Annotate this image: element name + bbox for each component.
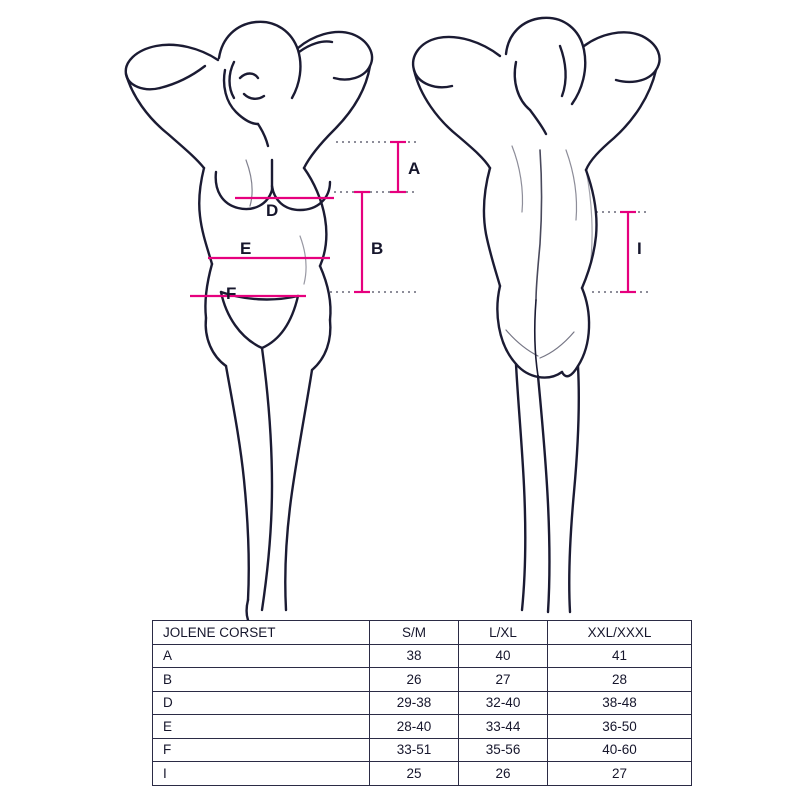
table-row	[153, 762, 692, 786]
cell-i-xxl: 27	[548, 762, 692, 786]
measure-label-i: I	[637, 239, 642, 258]
cell-e-xxl: 36-50	[548, 715, 692, 739]
back-figure	[413, 18, 659, 612]
table-header-row	[153, 621, 692, 645]
row-label-f: F	[153, 738, 370, 762]
size-header-lxl: L/XL	[459, 621, 548, 645]
size-header-sm: S/M	[370, 621, 459, 645]
measure-label-d: D	[266, 201, 279, 220]
cell-d-xxl: 38-48	[548, 691, 692, 715]
table-row	[153, 644, 692, 668]
table-row	[153, 668, 692, 692]
measure-label-b: B	[371, 239, 384, 258]
cell-f-sm: 33-51	[370, 738, 459, 762]
size-header-xxl: XXL/XXXL	[548, 621, 692, 645]
product-name-cell: JOLENE CORSET	[153, 621, 370, 645]
front-figure	[126, 22, 372, 620]
cell-f-xxl: 40-60	[548, 738, 692, 762]
measure-b-line	[354, 192, 370, 292]
row-label-e: E	[153, 715, 370, 739]
cell-b-lxl: 27	[459, 668, 548, 692]
row-label-b: B	[153, 668, 370, 692]
row-label-a: A	[153, 644, 370, 668]
measure-label-a: A	[408, 159, 421, 178]
cell-d-lxl: 32-40	[459, 691, 548, 715]
cell-a-xxl: 41	[548, 644, 692, 668]
table-row	[153, 691, 692, 715]
cell-b-xxl: 28	[548, 668, 692, 692]
measure-label-e: E	[240, 239, 252, 258]
row-label-i: I	[153, 762, 370, 786]
table-row	[153, 715, 692, 739]
cell-b-sm: 26	[370, 668, 459, 692]
cell-d-sm: 29-38	[370, 691, 459, 715]
row-label-d: D	[153, 691, 370, 715]
measure-a-line	[390, 142, 406, 192]
cell-i-lxl: 26	[459, 762, 548, 786]
cell-i-sm: 25	[370, 762, 459, 786]
cell-e-sm: 28-40	[370, 715, 459, 739]
measure-i-line	[620, 212, 636, 292]
size-chart-table	[152, 620, 692, 786]
cell-e-lxl: 33-44	[459, 715, 548, 739]
cell-f-lxl: 35-56	[459, 738, 548, 762]
cell-a-lxl: 40	[459, 644, 548, 668]
cell-a-sm: 38	[370, 644, 459, 668]
table-row	[153, 738, 692, 762]
measure-label-f: F	[226, 284, 237, 303]
